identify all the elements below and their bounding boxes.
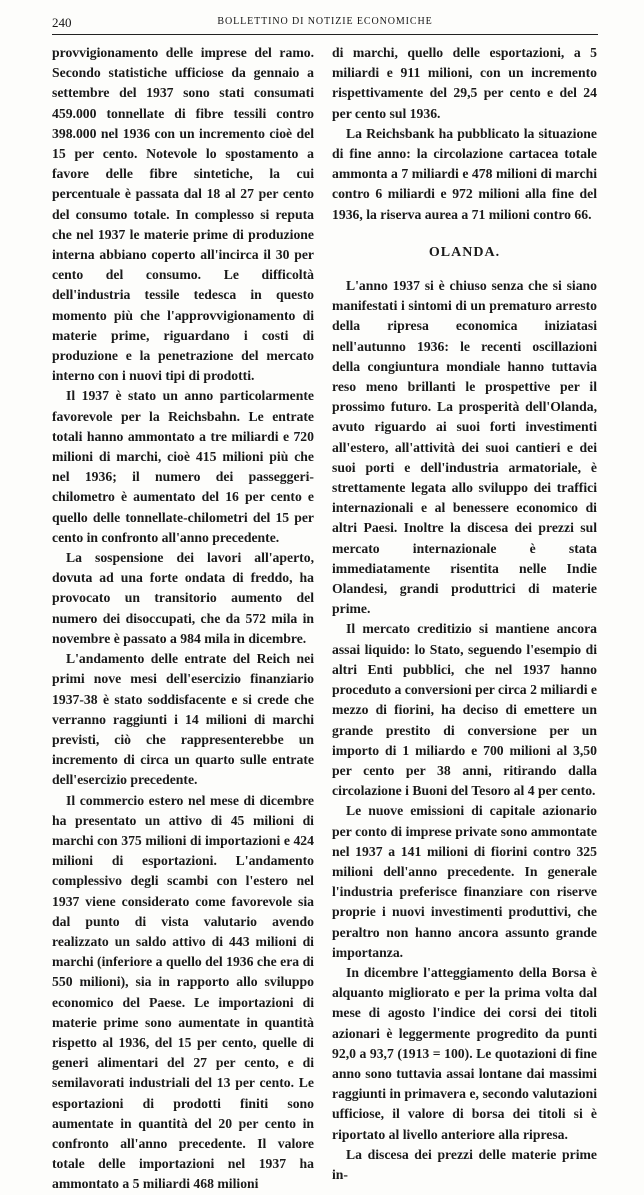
paragraph: La sospensione dei lavori all'aperto, dovuta ad una forte ondata di freddo, ha provocato un transitorio aumento del numero dei disoccupati, che da 572 mila in novembre è passato a 984 mila in dicembre. [52,550,314,646]
header-rule [52,34,598,35]
paragraph: La Reichsbank ha pubblicato la situazione di fine anno: la circolazione cartacea totale ammonta a 7 miliardi e 478 milioni di marchi contro 6 miliardi e 972 milioni alla fine del 1936, la riserva aurea a 71 milioni contro 66. [332,125,597,222]
running-title: BOLLETTINO DI NOTIZIE ECONOMICHE [217,16,433,27]
left-column [52,43,314,1195]
paragraph: Il commercio estero nel mese di dicembre ha presentato un attivo di 45 milioni di marchi con 375 milioni di importazioni e 424 milioni di esportazioni. L'andamento complessivo degli scambi con l'estero nel 1937 viene considerato come favorevole sia dal punto di vista valutario avendo realizzato un saldo attivo di 443 milioni di marchi (inferiore a quello del 1936 che era di 550 milioni), sia in rapporto allo sviluppo economico del Paese. Le importazioni di materie prime sono aumentate in quantità rispetto al 1936, del 15 per cento, quelle di generi alimentari del 27 per cento, e di semilavorati industriali del 13 per cento. Le esportazioni di prodotti finiti sono aumentate in quantità del 20 per cento in confronto all'anno precedente. Il valore totale delle importazioni nel 1937 ha ammontato a 5 miliardi 468 milioni [52,792,314,1192]
paragraph: L'andamento delle entrate del Reich nei primi nove mesi dell'esercizio finanziario 1937-38 è stato soddisfacente e si crede che verranno raggiunti i 14 milioni di marchi previsti, ciò che rappresenterebbe un incremento di circa un quarto sulle entrate dell'esercizio precedente. [52,651,314,788]
right-column [332,43,597,1185]
paragraph: Il 1937 è stato un anno particolarmente favorevole per la Reichsbahn. Le entrate totali hanno ammontato a tre miliardi e 720 milioni di marchi, cioè 415 milioni più che nel 1936; il numero dei passeggeri-chilometro è aumentato del 16 per cento e quello delle tonnellate-chilometri del 15 per cento in confronto all'anno precedente. [52,388,314,545]
paragraph: L'anno 1937 si è chiuso senza che si siano manifestati i sintomi di un prematuro arresto della ripresa economica iniziatasi nell'autunno 1936: le recenti oscillazioni della congiuntura mondiale hanno tuttavia reso meno brillanti le prospettive per il prossimo futuro. La prosperità dell'Olanda, avuto riguardo ai suoi forti investimenti all'estero, all'attività dei suoi cantieri e dei suoi porti e dell'industria armatoriale, è strettamente legata allo sviluppo dei traffici internazionali e al benessere economico di altri Paesi. Inoltre la discesa dei prezzi sul mercato internazionale è stata immediatamente risentita nelle Indie Olandesi, grandi produttrici di materie prime. [332,278,597,617]
paragraph: In dicembre l'atteggiamento della Borsa è alquanto migliorato e per la prima volta dal mese di agosto l'indice dei corsi dei titoli azionari è leggermente progredito da punti 92,0 a 93,7 (1913 = 100). Le quotazioni di fine anno sono tuttavia assai lontane dai massimi raggiunti in primavera e, secondo valutazioni ufficiose, il valore di borsa dei titoli si è riportato al livello anteriore alla ripresa. [332,964,597,1142]
paragraph: Il mercato creditizio si mantiene ancora assai liquido: lo Stato, seguendo l'esempio di altri Enti pubblici, che nel 1937 hanno proceduto a conversioni per circa 2 miliardi e mezzo di fiorini, ha deciso di emettere un grande prestito di conversione per un importo di 1 miliardo e 700 milioni al 3,50 per cento per 38 anni, ritirando dalla circolazione i Buoni del Tesoro al 4 per cento. [332,621,597,799]
paragraph: La discesa dei prezzi delle materie prime in- [332,1146,597,1182]
paragraph: provvigionamento delle imprese del ramo. Secondo statistiche ufficiose da gennaio a settembre del 1937 sono stati consumati 459.000 tonnellate di fibre tessili contro 398.000 nel 1936 con un incremento cioè del 15 per cento. Notevole lo spostamento a favore delle fibre sintetiche, la cui percentuale è passata dal 18 al 27 per cento del consumo totale. In complesso si reputa che nel 1937 le materie prime di produzione interna abbiano coperto all'incirca il 30 per cento del consumo. Le difficoltà dell'industria tessile tedesca in questo momento più che l'approvvigionamento di materie prime, riguardano i costi di produzione e la penetrazione del mercato interno con i nuovi tipi di prodotti. [52,45,314,384]
page-number: 240 [52,15,72,30]
section-heading: OLANDA. [428,244,501,260]
paragraph: Le nuove emissioni di capitale azionario per conto di imprese private sono ammontate nel 1937 a 141 milioni di fiorini contro 325 milioni dell'anno precedente. In generale l'industria preferisce finanziare con riserve proprie i nuovi investimenti produttivi, che peraltro non hanno ancora assunto grande importanza. [332,803,597,960]
paragraph: di marchi, quello delle esportazioni, a 5 miliardi e 911 milioni, con un incremento rispettivamente del 29,5 per cento e del 24 per cento sul 1936. [332,45,597,121]
